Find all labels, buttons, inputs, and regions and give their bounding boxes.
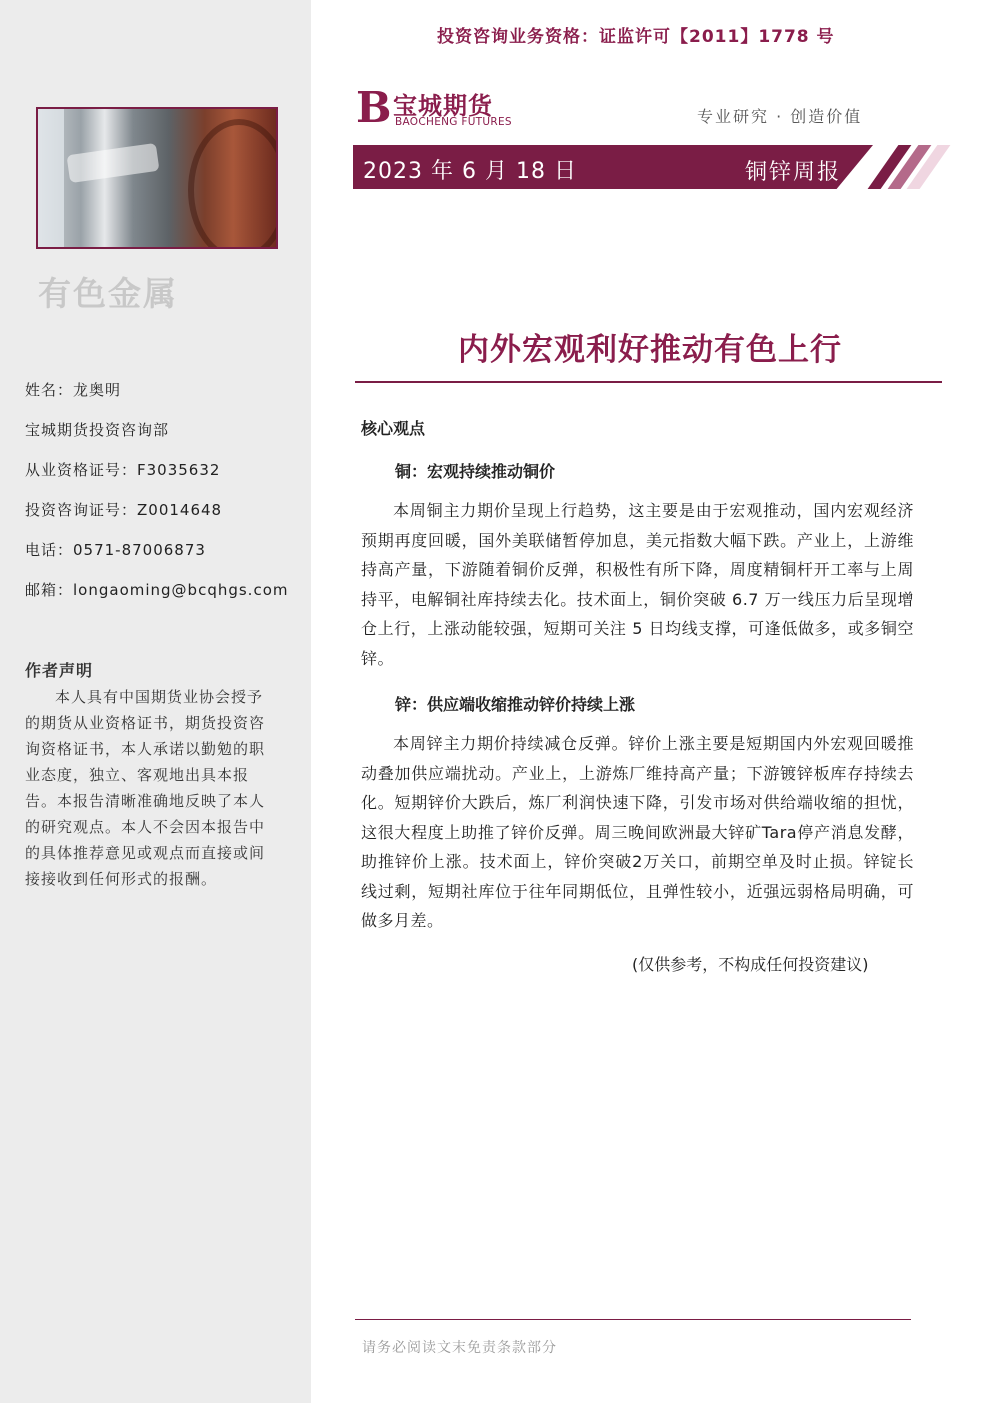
email-address[interactable]: 邮箱：longaoming@bcqhgs.com — [25, 581, 289, 599]
copper-paragraph: 本周铜主力期价呈现上行趋势，这主要是由于宏观推动，国内宏观经济预期再度回暖，国外美联储暂停加息，美元指数大幅下跌。产业上，上游维持高产量，下游随着铜价反弹，积极性有所下降，周度精铜杆开工率与上周持平，电解铜社库持续去化。技术面上，铜价突破 6.7 万一线压力后呈现增仓上行，上涨动能较强，短期可关注 5 日均线支撑，可逢低做多，或多铜空锌。 — [361, 501, 914, 668]
analyst-name: 姓名：龙奥明 — [25, 381, 122, 399]
analyst-department: 宝城期货投资咨询部 — [25, 421, 170, 439]
disclaimer-note: (仅供参考，不构成任何投资建议) — [632, 955, 869, 974]
phone-number: 电话：0571-87006873 — [25, 541, 206, 559]
zinc-section-title: 锌：供应端收缩推动锌价持续上涨 — [395, 695, 636, 714]
headline: 内外宏观利好推动有色上行 — [458, 332, 842, 368]
headline-divider — [355, 381, 942, 383]
qualification-number: 从业资格证号：F3035632 — [25, 461, 221, 479]
core-view-label: 核心观点 — [361, 419, 426, 438]
company-logo — [356, 83, 526, 132]
logo-chinese-name: 宝城期货 — [393, 92, 493, 120]
cover-photo — [36, 107, 278, 249]
logo-b-icon: B — [356, 83, 392, 132]
footer-text: 请务必阅读文末免责条款部分 — [362, 1340, 557, 1356]
zinc-paragraph: 本周锌主力期价持续减仓反弹。锌价上涨主要是短期国内外宏观回暖推动叠加供应端扰动。产业上，上游炼厂维持高产量；下游镀锌板库存持续去化。短期锌价大跌后，炼厂利润快速下降，引发市场对供给端收缩的担忧，这很大程度上助推了锌价反弹。周三晚间欧洲最大锌矿Tara停产消息发酵，助推锌价上涨。技术面上，锌价突破2万关口，前期空单及时止损。锌锭长线过剩，短期社库位于往年同期低位，且弹性较小，近强远弱格局明确，可做多月差。 — [361, 734, 914, 930]
declaration-title: 作者声明 — [25, 661, 94, 680]
report-type: 铜锌周报 — [745, 160, 842, 185]
declaration-body: 本人具有中国期货业协会授予的期货从业资格证书，期货投资咨询资格证书，本人承诺以勤勉的职业态度，独立、客观地出具本报告。本报告清晰准确地反映了本人的研究观点。本人不会因本报告中的具体推荐意见或观点而直接或间接接收到任何形式的报酬。 — [25, 688, 266, 888]
sector-label: 有色金属 — [38, 274, 178, 313]
consulting-number: 投资咨询证号：Z0014648 — [25, 501, 223, 519]
license-statement: 投资咨询业务资格：证监许可【2011】1778 号 — [437, 27, 835, 47]
copper-section-title: 铜：宏观持续推动铜价 — [395, 462, 556, 481]
slogan: 专业研究 · 创造价值 — [697, 107, 863, 126]
footer-divider — [355, 1319, 911, 1320]
logo-english-name: BAOCHENG FUTURES — [395, 116, 512, 128]
report-date: 2023 年 6 月 18 日 — [363, 159, 577, 184]
